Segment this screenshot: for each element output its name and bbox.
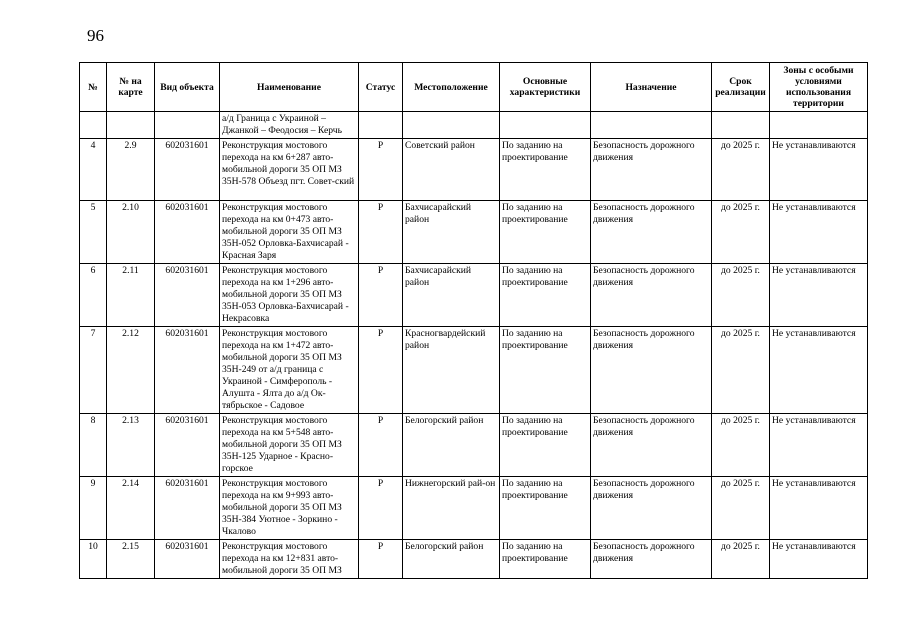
cell-location: Нижнегорский рай-он	[403, 477, 500, 540]
table-row	[80, 264, 868, 327]
cell-number: 5	[80, 201, 107, 264]
cell-location: Советский район	[403, 139, 500, 201]
cell-zones: Не устанавливаются	[770, 139, 868, 201]
column-header-name: Наименование	[220, 63, 359, 112]
cell-number	[80, 112, 107, 139]
cell-deadline: до 2025 г.	[712, 477, 770, 540]
cell-status: Р	[359, 139, 403, 201]
cell-name: Реконструкция мостового перехода на км 9+993 авто-мобильной дороги 35 ОП МЗ 35Н-384 Уютное - Зоркино - Чкалово	[220, 477, 359, 540]
cell-object-type: 602031601	[155, 327, 220, 414]
cell-name: Реконструкция мостового перехода на км 0+473 авто-мобильной дороги 35 ОП МЗ 35Н-052 Орловка-Бахчисарай - Красная Заря	[220, 201, 359, 264]
cell-location: Белогорский район	[403, 540, 500, 579]
cell-name: Реконструкция мостового перехода на км 1+296 авто-мобильной дороги 35 ОП МЗ 35Н-053 Орловка-Бахчисарай - Некрасовка	[220, 264, 359, 327]
cell-object-type: 602031601	[155, 264, 220, 327]
cell-zones: Не устанавливаются	[770, 264, 868, 327]
cell-status: Р	[359, 540, 403, 579]
column-header-map-number: № на карте	[107, 63, 155, 112]
cell-status: Р	[359, 327, 403, 414]
cell-characteristics: По заданию на проектирование	[500, 414, 591, 477]
cell-object-type: 602031601	[155, 414, 220, 477]
table-row	[80, 327, 868, 414]
cell-location: Белогорский район	[403, 414, 500, 477]
cell-location: Бахчисарайский район	[403, 201, 500, 264]
cell-characteristics: По заданию на проектирование	[500, 477, 591, 540]
cell-number: 7	[80, 327, 107, 414]
cell-name: а/д Граница с Украиной – Джанкой – Феодосия – Керчь	[220, 112, 359, 139]
cell-name: Реконструкция мостового перехода на км 6+287 авто-мобильной дороги 35 ОП МЗ 35Н-578 Объезд пгт. Совет-ский	[220, 139, 359, 201]
cell-number: 9	[80, 477, 107, 540]
cell-status: Р	[359, 477, 403, 540]
cell-zones: Не устанавливаются	[770, 201, 868, 264]
column-header-purpose: Назначение	[591, 63, 712, 112]
cell-status: Р	[359, 201, 403, 264]
cell-purpose	[591, 112, 712, 139]
cell-zones: Не устанавливаются	[770, 327, 868, 414]
column-header-status: Статус	[359, 63, 403, 112]
cell-purpose: Безопасность дорожного движения	[591, 327, 712, 414]
cell-purpose: Безопасность дорожного движения	[591, 414, 712, 477]
cell-location	[403, 112, 500, 139]
cell-purpose: Безопасность дорожного движения	[591, 201, 712, 264]
cell-characteristics: По заданию на проектирование	[500, 540, 591, 579]
cell-number: 6	[80, 264, 107, 327]
cell-number: 8	[80, 414, 107, 477]
cell-characteristics: По заданию на проектирование	[500, 327, 591, 414]
cell-location: Красногвардейский район	[403, 327, 500, 414]
cell-deadline: до 2025 г.	[712, 139, 770, 201]
cell-object-type: 602031601	[155, 201, 220, 264]
cell-purpose: Безопасность дорожного движения	[591, 264, 712, 327]
column-header-object-type: Вид объекта	[155, 63, 220, 112]
cell-map-number: 2.15	[107, 540, 155, 579]
cell-zones	[770, 112, 868, 139]
table-row	[80, 540, 868, 579]
cell-map-number: 2.13	[107, 414, 155, 477]
cell-status	[359, 112, 403, 139]
cell-characteristics: По заданию на проектирование	[500, 139, 591, 201]
cell-map-number: 2.9	[107, 139, 155, 201]
column-header-number: №	[80, 63, 107, 112]
cell-number: 10	[80, 540, 107, 579]
cell-object-type	[155, 112, 220, 139]
cell-map-number: 2.14	[107, 477, 155, 540]
cell-deadline: до 2025 г.	[712, 327, 770, 414]
objects-table	[79, 62, 868, 579]
cell-purpose: Безопасность дорожного движения	[591, 139, 712, 201]
cell-status: Р	[359, 414, 403, 477]
page-number: 96	[87, 26, 104, 45]
cell-name: Реконструкция мостового перехода на км 5+548 авто-мобильной дороги 35 ОП МЗ 35Н-125 Ударное - Красно-горское	[220, 414, 359, 477]
table-row	[80, 414, 868, 477]
cell-characteristics: По заданию на проектирование	[500, 264, 591, 327]
cell-deadline: до 2025 г.	[712, 540, 770, 579]
cell-map-number: 2.12	[107, 327, 155, 414]
table-header-row	[80, 63, 868, 112]
cell-purpose: Безопасность дорожного движения	[591, 540, 712, 579]
column-header-characteristics: Основные характеристики	[500, 63, 591, 112]
cell-deadline	[712, 112, 770, 139]
cell-status: Р	[359, 264, 403, 327]
cell-map-number	[107, 112, 155, 139]
cell-name: Реконструкция мостового перехода на км 12+831 авто-мобильной дороги 35 ОП МЗ	[220, 540, 359, 579]
cell-location: Бахчисарайский район	[403, 264, 500, 327]
cell-deadline: до 2025 г.	[712, 201, 770, 264]
cell-map-number: 2.11	[107, 264, 155, 327]
cell-deadline: до 2025 г.	[712, 414, 770, 477]
table-row	[80, 201, 868, 264]
table-row	[80, 477, 868, 540]
column-header-deadline: Срок реализации	[712, 63, 770, 112]
cell-deadline: до 2025 г.	[712, 264, 770, 327]
cell-characteristics: По заданию на проектирование	[500, 201, 591, 264]
cell-map-number: 2.10	[107, 201, 155, 264]
table-row	[80, 139, 868, 201]
cell-object-type: 602031601	[155, 139, 220, 201]
column-header-location: Местоположение	[403, 63, 500, 112]
table-row-continuation	[80, 112, 868, 139]
cell-zones: Не устанавливаются	[770, 414, 868, 477]
cell-object-type: 602031601	[155, 477, 220, 540]
cell-number: 4	[80, 139, 107, 201]
cell-purpose: Безопасность дорожного движения	[591, 477, 712, 540]
cell-zones: Не устанавливаются	[770, 477, 868, 540]
cell-object-type: 602031601	[155, 540, 220, 579]
cell-name: Реконструкция мостового перехода на км 1+472 авто-мобильной дороги 35 ОП МЗ 35Н-249 от а/д граница с Украиной - Симферополь - Алушта - Ялта до а/д Ок-тябрьское - Садовое	[220, 327, 359, 414]
cell-zones: Не устанавливаются	[770, 540, 868, 579]
column-header-zones: Зоны с особыми условиями использования территории	[770, 63, 868, 112]
cell-characteristics	[500, 112, 591, 139]
